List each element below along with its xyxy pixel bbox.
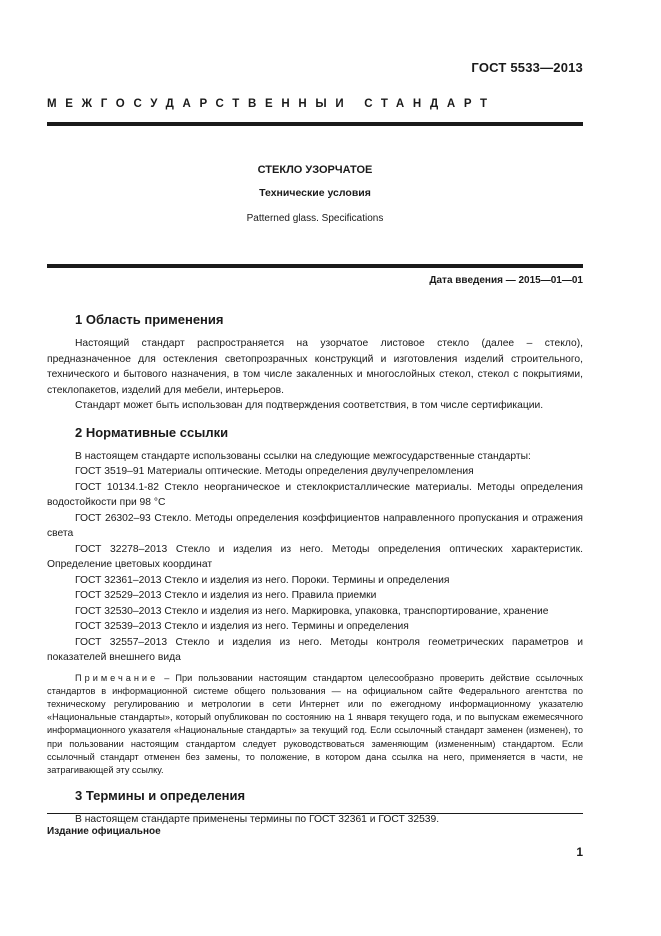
reference-item: ГОСТ 32529–2013 Стекло и изделия из него. Правила приемки	[75, 590, 377, 601]
document-title-english: Patterned glass. Specifications	[246, 213, 384, 224]
reference-item: ГОСТ 3519–91 Материалы оптические. Методы определения двулучепреломления	[75, 466, 474, 477]
paragraph: Стандарт может быть использован для подтверждения соответствия, в том числе сертификации.	[75, 400, 544, 411]
reference-intro: В настоящем стандарте использованы ссылки на следующие межгосударственные стандарты:	[75, 450, 531, 462]
reference-item: ГОСТ 10134.1-82 Стекло неорганическое и стеклокристаллические материалы. Методы определения водостойкости при 98 °С	[47, 481, 583, 508]
reference-item: ГОСТ 26302–93 Стекло. Методы определения коэффициентов направленного пропускания и отражения света	[47, 512, 583, 539]
footer-rule	[47, 813, 583, 814]
introduction-date: Дата введения — 2015—01—01	[429, 275, 583, 286]
reference-item: ГОСТ 32539–2013 Стекло и изделия из него. Термины и определения	[75, 621, 409, 632]
paragraph: Настоящий стандарт распространяется на узорчатое листовое стекло (далее – стекло), предназначенное для остекления светопрозрачных конструкций и изготовления изделий строительного, технического и бытового назначения, в том числе закаленных и многослойных стекол, стекол с покрытиями, стеклопакетов, изделий для мебели, интерьеров.	[47, 338, 583, 396]
reference-note	[47, 672, 583, 778]
page-number: 1	[576, 845, 583, 859]
reference-item: ГОСТ 32361–2013 Стекло и изделия из него. Пороки. Термины и определения	[75, 574, 450, 586]
paragraph: В настоящем стандарте применены термины по ГОСТ 32361 и ГОСТ 32539.	[75, 814, 440, 826]
note-text: – При пользовании настоящим стандартом целесообразно проверить действие ссылочных стандартов в информационной системе общего пользования — на официальном сайте Федерального агентства по техническому регулированию и метрологии в сети Интернет или по ежегодному информационному указателю «Национальные стандарты», который опубликован по состоянию на 1 января текущего года, и по выпускам ежемесячного информационного указателя «Национальные стандарты» за текущий год. Если ссылочный стандарт заменен (изменен), то при пользовании настоящим стандартом следует руководствоваться заменяющим (измененным) стандартом. Если ссылочный стандарт отменен без замены, то положение, в котором дана ссылка на него, применяется в части, не затрагивающей эту ссылку.	[47, 672, 583, 775]
section-heading-references: 2 Нормативные ссылки	[75, 424, 229, 440]
note-label: Примечание	[75, 672, 159, 683]
edition-label: Издание официальное	[47, 826, 161, 837]
section-heading-scope: 1 Область применения	[75, 312, 224, 327]
title-rule	[47, 264, 583, 268]
reference-item: ГОСТ 32530–2013 Стекло и изделия из него. Маркировка, упаковка, транспортирование, хранение	[75, 605, 549, 617]
document-body	[47, 300, 583, 828]
reference-item: ГОСТ 32557–2013 Стекло и изделия из него. Методы контроля геометрических параметров и показателей внешнего вида	[47, 636, 583, 663]
interstate-standard-label: МЕЖГОСУДАРСТВЕННЫЙ СТАНДАРТ	[47, 98, 496, 110]
reference-item: ГОСТ 32278–2013 Стекло и изделия из него. Методы определения оптических характеристик. Определение цветовых координат	[47, 543, 583, 570]
document-title: СТЕКЛО УЗОРЧАТОЕ	[257, 164, 373, 176]
document-subtitle: Технические условия	[259, 187, 371, 199]
header-rule	[47, 122, 583, 126]
section-heading-terms: 3 Термины и определения	[75, 788, 246, 804]
document-number: ГОСТ 5533—2013	[471, 60, 583, 75]
